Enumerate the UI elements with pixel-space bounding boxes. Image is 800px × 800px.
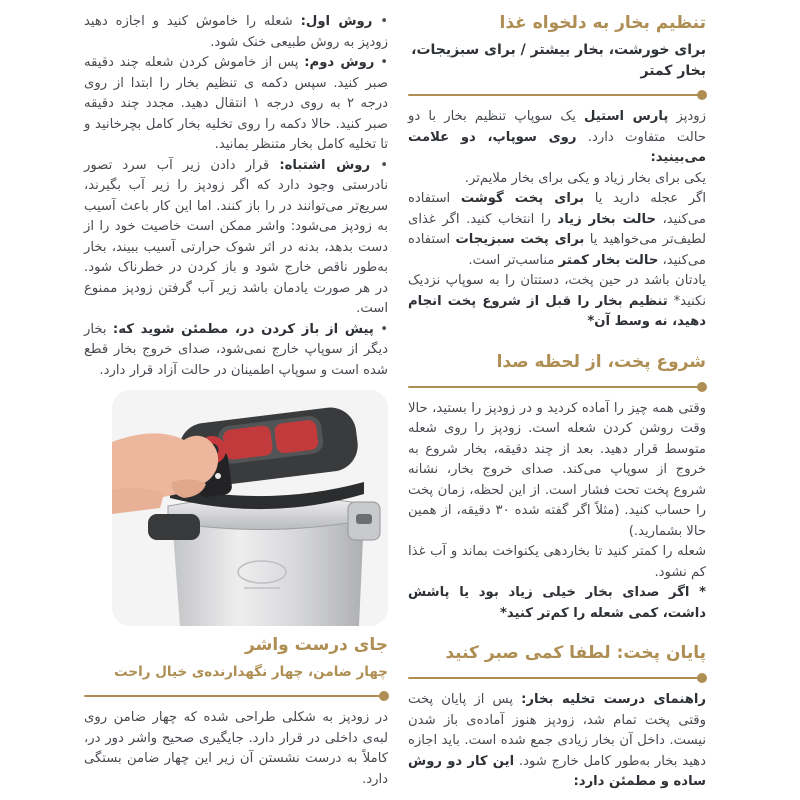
clamp-latch — [356, 514, 372, 524]
section-title: پایان پخت: لطفا کمی صبر کنید — [445, 643, 706, 663]
product-photo — [112, 390, 388, 626]
bullet-before-opening: • پیش از باز کردن در، مطمئن شوید که: بخار دیگر از سوپاپ خارج نمی‌شود، صدای خروج بخار قطع شده است و سوپاپ اطمینان در حالت آزاد قرار دارد. — [84, 321, 388, 378]
bullet-wrong-method: • روش اشتباه: قرار دادن زیر آب سرد تصور نادرستی وجود دارد که اگر زودپز را زیر آب بگیرند، سریع‌تر می‌توانند در را باز کنند. اما این کار باعث آسیب به زودپز می‌شود: واشر ممکن است خاصیت خود را از دست بدهد، بدنه در اثر شوک حرارتی آسیب ببیند، بخار به‌طور ناقص خارج شود و باز کردن در خطرناک شود. در هر صورت یادمان باشد زیر آب گرفتن زودپز ممنوع است. — [84, 157, 388, 316]
paragraph: * اگر صدای بخار خیلی زیاد بود یا پاشش داشت، کمی شعله را کم‌تر کنید* — [408, 585, 706, 621]
section-title: جای درست واشر — [245, 635, 388, 655]
rule-dot — [697, 673, 707, 683]
section-subtitle: چهار ضامن، چهار نگهدارنده‌ی خیال راحت — [114, 664, 388, 680]
section-steam-adjust — [408, 12, 706, 333]
pot-body — [172, 516, 364, 626]
section-title: شروع پخت، از لحظه صدا — [496, 351, 706, 372]
paragraph: یادتان باشد در حین پخت، دستتان را به سوپاپ نزدیک نکنید* تنظیم بخار را قبل از شروع پخت انجام دهید، نه وسط آن* — [408, 273, 707, 329]
paragraph: شعله را کمتر کنید تا بخاردهی یکنواخت بماند و آب غذا کم نشود. — [408, 544, 706, 580]
rule-dot — [697, 382, 707, 392]
lid-red-button-left — [222, 425, 273, 461]
rule-dot — [697, 90, 707, 100]
pressure-cooker-illustration — [112, 390, 388, 626]
knob-icon-dot-2 — [215, 473, 221, 479]
left-column — [84, 12, 388, 790]
paragraph: در زودپز به شکلی طراحی شده که چهار ضامن روی لبه‌ی داخلی در قرار دارد. جایگیری صحیح واشر دور در، کاملاً به درست نشستن آن زیر این چهار ضامن بستگی دارد. — [84, 710, 388, 787]
paragraph: یکی برای بخار زیاد و یکی برای بخار ملایم‌تر. — [464, 170, 706, 186]
section-cooking-end — [408, 642, 706, 793]
right-column — [408, 12, 706, 793]
side-handle — [148, 514, 200, 540]
lid-red-button-right — [274, 419, 319, 454]
paragraph: راهنمای درست تخلیه بخار: پس از پایان پخت وقتی پخت تمام شد، زودپز هنوز آماده‌ی باز شدن نیست. داخل آن بخار زیادی جمع شده است. باید اجازه دهید بخار به‌طور کامل خارج شود. این کار دو روش ساده و مطمئن دارد: — [408, 692, 706, 789]
paragraph: اگر عجله دارید یا برای پخت گوشت استفاده می‌کنید، حالت بخار زیاد را انتخاب کنید. اگر غذای لطیف‌تر می‌خواهید یا برای پخت سبزیجات استفاده می‌کنید، حالت بخار کمتر مناسب‌تر است. — [408, 191, 706, 268]
section-title: تنظیم بخار به دلخواه غذا — [499, 13, 706, 33]
section-rule — [408, 94, 706, 96]
section-rule — [408, 386, 706, 388]
section-washer — [84, 634, 388, 790]
rule-dot — [379, 691, 389, 701]
section-rule — [84, 695, 388, 697]
paragraph: زودپز پارس استیل یک سوپاپ تنظیم بخار با دو حالت متفاوت دارد. روی سوپاپ، دو علامت می‌بینید: — [408, 109, 706, 165]
section-cooking-start — [408, 351, 706, 625]
bullet-method-1: • روش اول: شعله را خاموش کنید و اجازه دهید زودپز به روش طبیعی خنک شود. — [84, 14, 388, 50]
section-subtitle: برای خورشت، بخار بیشتر / برای سبزیجات، بخار کمتر — [411, 42, 706, 79]
paragraph: وقتی همه چیز را آماده کردید و در زودپز را بستید، حالا وقت روشن کردن شعله است. زودپز را روی شعله متوسط قرار دهید. بعد از چند دقیقه، بخار شروع به خروج از سوپاپ می‌کند. صدای خروج بخار، نشانه شروع پخت تحت فشار است. از این لحظه، زمان پخت را حساب کنید. (مثلاً اگر گفته شده ۳۰ دقیقه، از همین حالا بشمارید.) — [408, 400, 706, 539]
section-rule — [408, 677, 706, 679]
bullet-method-2: • روش دوم: پس از خاموش کردن شعله چند دقیقه صبر کنید. سپس دکمه ی تنظیم بخار را ابتدا از روی درجه ۲ به روی درجه ۱ انتقال دهید. مجدد چند دقیقه صبر کنید. حالا دکمه را روی تخلیه بخار کامل بچرخانید و تا تخلیه کامل بخار متنظر بمانید. — [84, 55, 388, 152]
